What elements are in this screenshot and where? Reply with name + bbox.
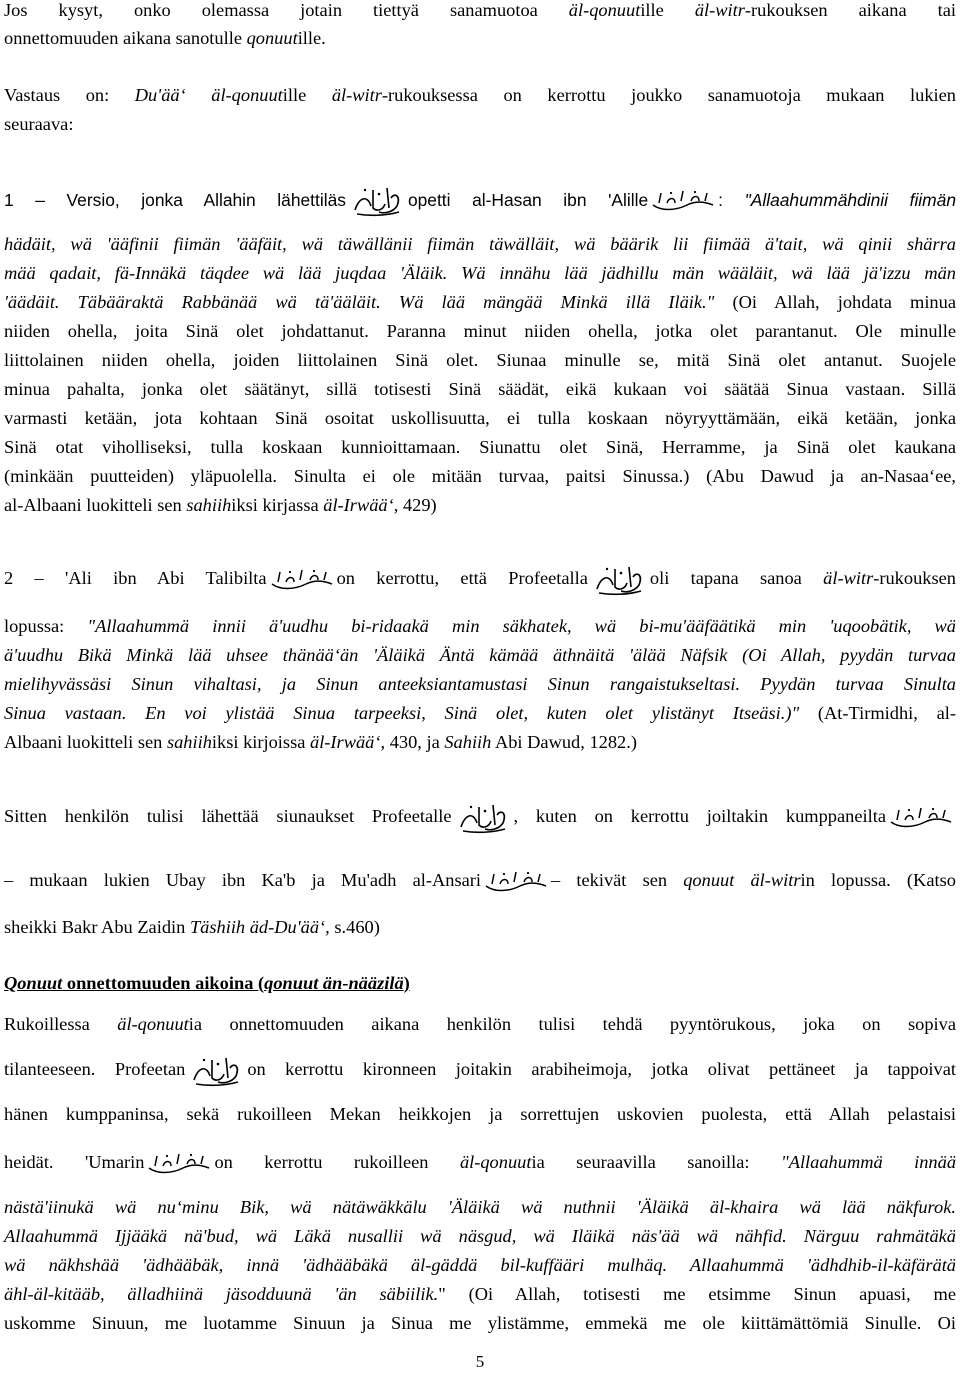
section-line-5 xyxy=(4,1192,956,1222)
version2-line-6 xyxy=(4,727,956,757)
heading-term: Qonuut xyxy=(4,973,63,993)
section-line-9 xyxy=(4,1308,956,1338)
radiya-allahu-anhu-icon xyxy=(270,568,334,592)
translation-text: liittolainen niiden ohella, joiden liittolainen Sinä olet. Siunaa minulle se, mitä Sinä olet antanut. Suojele xyxy=(4,350,956,370)
text: lopussa: xyxy=(4,616,88,636)
text: , 430, ja xyxy=(380,732,445,752)
term-duaa-qonuut: Du'ää‘ äl-qonuut xyxy=(134,85,283,105)
section-line-4 xyxy=(4,1142,956,1182)
text: onnettomuuden aikana sanotulle xyxy=(4,28,247,48)
term-sahiih: sahiih xyxy=(166,732,212,752)
text: , kuten on kerrottu joiltakin kumppaneilta xyxy=(513,806,886,826)
version1-line-7 xyxy=(4,374,956,404)
text: Rukoillessa xyxy=(4,1014,118,1034)
version2-line-4 xyxy=(4,669,956,699)
text: ia seuraavilla sanoilla: xyxy=(531,1152,781,1172)
duaa-text: wä näkhshää 'ädhääbäk, innä 'ädhääbäkä äl-gäddä bil-kuffääri mulhäq. Allaahummä 'ädhdhib-il-käfärätä xyxy=(4,1255,956,1275)
page-number: 5 xyxy=(475,1352,485,1371)
salawat-line-2 xyxy=(4,860,956,900)
text: Jos kysyt, onko olemassa jotain tiettyä sanamuotoa xyxy=(4,0,569,20)
duaa-text: Allaahummä Ijjääkä nä'bud, wä Läkä nusallii wä näsgud, wä Iläikä näs'ää wä nähfid. Närguu rahmätäkä xyxy=(4,1226,956,1246)
salla-allahu-alayhi-wa-sallam-icon xyxy=(188,1054,244,1088)
version1-line-11 xyxy=(4,490,956,520)
text: (At-Tirmidhi, al- xyxy=(799,703,956,723)
duaa-text: hädäit, wä 'ääfinii fiimän 'ääfäit, wä täwällänii fiimän täwälläit, wä bäärik lii fiimää ä'tait, wä qinii shärra xyxy=(4,234,956,254)
text: iksi kirjoissa xyxy=(211,732,310,752)
text: heidät. 'Umarin xyxy=(4,1152,145,1172)
term-qonuut: äl-qonuut xyxy=(568,0,641,20)
text: -rukouksen aikana tai xyxy=(744,0,956,20)
text: , 429) xyxy=(393,495,437,515)
answer-line-1 xyxy=(4,80,956,110)
salla-allahu-alayhi-wa-sallam-icon xyxy=(591,563,647,597)
translation-text: varmasti ketään, jota kohtaan Sinä osoitat uskollisuutta, ei tulla koskaan nöyryyttämään, eikä ketään, jonka xyxy=(4,408,956,428)
text: – tekivät sen xyxy=(551,870,684,890)
version1-line-5 xyxy=(4,316,956,346)
text: ille. xyxy=(297,28,326,48)
term-witr: äl-witr xyxy=(823,568,874,588)
section-line-8 xyxy=(4,1279,956,1309)
text: -rukouksen xyxy=(873,568,956,588)
term-sahiih: sahiih xyxy=(186,495,232,515)
salawat-line-3 xyxy=(4,912,956,942)
salla-allahu-alayhi-wa-sallam-icon xyxy=(455,801,511,835)
term-qonuut: qonuut xyxy=(246,28,298,48)
salawat-line-1 xyxy=(4,796,956,836)
section-line-6 xyxy=(4,1221,956,1251)
translation-text: Sinua vastaan. En voi ylistää Sinua tarpeeksi, Sinä olet, kuten olet ylistänyt Itseäsi.)" xyxy=(4,703,800,723)
version1-line-9 xyxy=(4,432,956,462)
text: 2 – 'Ali ibn Abi Talibilta xyxy=(4,568,267,588)
text: Sitten henkilön tulisi lähettää siunaukset Profeetalle xyxy=(4,806,452,826)
radiya-allahu-anhum-icon xyxy=(889,806,953,830)
text: oli tapana sanoa xyxy=(649,568,824,588)
answer-line-2 xyxy=(4,109,956,139)
section-line-3 xyxy=(4,1099,956,1129)
heading-text: ) xyxy=(403,973,410,993)
radiya-allahu-anhuma-icon xyxy=(484,870,548,894)
duaa-text: ähl-äl-kitääb, älladhiinä jäsodduunä 'än säbiilik. xyxy=(4,1284,439,1304)
book-title: Täshiih äd-Du'ää‘ xyxy=(189,917,326,937)
text: , s.460) xyxy=(325,917,380,937)
radiya-allahu-anhu-icon xyxy=(651,189,715,213)
section-heading xyxy=(4,968,956,998)
question-line-2 xyxy=(4,23,956,53)
text: ille xyxy=(640,0,695,20)
version2-line-5 xyxy=(4,698,956,728)
version1-line-8 xyxy=(4,403,956,433)
book-title: äl-Irwää‘ xyxy=(310,732,381,752)
version1-line-2 xyxy=(4,229,956,259)
text: Abi Dawud, 1282.) xyxy=(491,732,637,752)
version1-line-10 xyxy=(4,461,956,491)
term-witr: äl-witr xyxy=(331,85,382,105)
duaa-text: mää qadait, fä-Innäkä täqdee wä lää juqdaa 'Äläik. Wä innähu lää jädhillu män wääläit, wä lää jä'izzu män xyxy=(4,263,956,283)
term-qonuut-witr: qonuut äl-witr xyxy=(683,870,801,890)
text: on kerrottu kironneen joitakin arabiheimoja, jotka olivat pettäneet ja tappoivat xyxy=(247,1059,956,1079)
text: sheikki Bakr Abu Zaidin xyxy=(4,917,190,937)
version2-line-1 xyxy=(4,558,956,598)
text: 1 – Versio, jonka Allahin lähettiläs xyxy=(4,190,346,210)
translation-text: mielihyvässäsi Sinun vihaltasi, ja Sinun anteeksiantamustasi Sinun rangaistukseltasi. Pyydän turvaa Sinulta xyxy=(4,674,956,694)
text: ille xyxy=(282,85,332,105)
duaa-text: ä'uudhu Bikä Minkä lää uhsee thänää‘än 'Äläikä Äntä kämää äthnäitä 'älää Näfsik (Oi Allah, pyydän turvaa xyxy=(4,645,956,665)
text: iksi kirjassa xyxy=(231,495,324,515)
text: – mukaan lukien Ubay ibn Ka'b ja Mu'adh al-Ansari xyxy=(4,870,482,890)
text: Albaani luokitteli sen xyxy=(4,732,167,752)
section-line-2 xyxy=(4,1049,956,1089)
term-qonuut: äl-qonuut xyxy=(459,1152,532,1172)
version1-line-3 xyxy=(4,258,956,288)
text: in lopussa. (Katso xyxy=(800,870,956,890)
heading-term: qonuut än-nääzilä xyxy=(264,973,404,993)
version1-line-6 xyxy=(4,345,956,375)
text: al-Albaani luokitteli sen xyxy=(4,495,187,515)
version1-line-4 xyxy=(4,287,956,317)
text: ia onnettomuuden aikana henkilön tulisi tehdä pyyntörukous, joka on sopiva xyxy=(188,1014,957,1034)
translation-text: (Oi Allah, johdata minua xyxy=(714,292,956,312)
version2-line-2 xyxy=(4,611,956,641)
book-title: Sahiih xyxy=(444,732,492,752)
version1-line-1 xyxy=(4,180,956,220)
text: on kerrottu rukoilleen xyxy=(214,1152,460,1172)
translation-text: Sinä otat viholliseksi, tulla koskaan kunnioittamaan. Siunattu olet Sinä, Herramme, ja Sinä olet kaukana xyxy=(4,437,956,457)
duaa-text: "Allaahummähdinii fiimän xyxy=(744,190,957,210)
text: opetti al-Hasan ibn 'Alille xyxy=(407,190,649,210)
translation-text: (minkään puutteiden) yläpuolella. Sinulta ei ole mitään turvaa, paitsi Sinussa.) (Abu Dawud ja an-Nasaa‘ee, xyxy=(4,466,956,486)
duaa-text: "Allaahummä innii ä'uudhu bi-ridaakä min säkhatek, wä bi-mu'ääfäätikä min 'uqoobätik, wä xyxy=(87,616,956,636)
text: hänen kumppaninsa, sekä rukoilleen Mekan heikkojen ja sorrettujen uskovien puolesta, että Allah pelastaisi xyxy=(4,1104,956,1124)
duaa-text: 'äädäit. Täbääraktä Rabbänää wä tä'ääläit. Wä lää mängää Minkä illä Iläik." xyxy=(4,292,715,312)
translation-text: " (Oi Allah, totisesti me etsimme Sinun apuasi, me xyxy=(438,1284,956,1304)
term-qonuut: äl-qonuut xyxy=(117,1014,189,1034)
text: -rukouksessa on kerrottu joukko sanamuotoja mukaan lukien xyxy=(381,85,956,105)
translation-text: minua pahalta, jonka olet säätänyt, sillä totisesti Sinä säädät, eikä kukaan voi säätää Sinua vastaan. Sillä xyxy=(4,379,956,399)
section-line-1 xyxy=(4,1009,956,1039)
text: : xyxy=(718,190,745,210)
text: Vastaus on: xyxy=(4,85,135,105)
salla-allahu-alayhi-wa-sallam-icon xyxy=(349,184,405,218)
heading-text: onnettomuuden aikoina ( xyxy=(62,973,265,993)
term-witr: äl-witr xyxy=(694,0,745,20)
version2-line-3 xyxy=(4,640,956,670)
translation-text: niiden ohella, joita Sinä olet johdattanut. Paranna minut niiden ohella, jotka olet parantanut. Ole minulle xyxy=(4,321,956,341)
duaa-text: "Allaahummä innää xyxy=(780,1152,957,1172)
section-line-7 xyxy=(4,1250,956,1280)
text: seuraava: xyxy=(4,114,74,134)
text: on kerrottu, että Profeetalla xyxy=(336,568,588,588)
radiya-allahu-anhu-icon xyxy=(147,1152,211,1176)
question-line-1 xyxy=(4,0,956,25)
text: tilanteeseen. Profeetan xyxy=(4,1059,186,1079)
book-title: äl-Irwää‘ xyxy=(323,495,394,515)
duaa-text: nästä'iinukä wä nu‘minu Bik, wä nätäwäkkälu 'Äläikä wä nuthnii 'Äläikä äl-khaira wä lää näkfurok. xyxy=(4,1197,956,1217)
translation-text: uskomme Sinuun, me luotamme Sinuun ja Sinua me ylistämme, emmekä me ole kiittämättömiä Sinulle. Oi xyxy=(4,1313,956,1333)
